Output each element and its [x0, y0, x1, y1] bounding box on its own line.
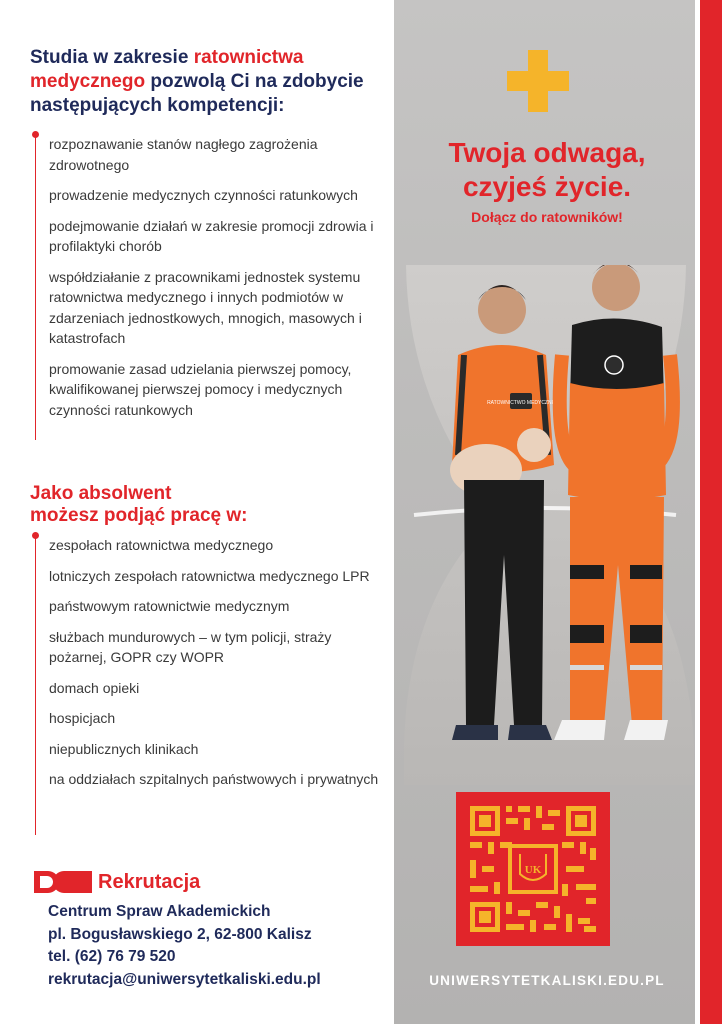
- heading-part-2-highlight: ratownictwa medycznego: [30, 47, 304, 92]
- slogan: [394, 136, 700, 204]
- list-item: rozpoznawanie stanów nagłego zagrożenia zdrowotnego: [49, 136, 318, 173]
- jobs-list: [35, 535, 381, 835]
- list-item: lotniczych zespołach ratownictwa medycznego LPR: [49, 567, 370, 584]
- list-item: na oddziałach szpitalnych państwowych i prywatnych: [49, 771, 379, 787]
- office-name: Centrum Spraw Akademickich: [48, 903, 271, 920]
- competencies-heading: [30, 46, 380, 118]
- poster-panel: [394, 0, 700, 1024]
- list-item: domach opieki: [49, 679, 140, 696]
- slogan-line-1: Twoja odwaga,: [448, 137, 646, 168]
- list-item: promowanie zasad udzielania pierwszej pomocy, kwalifikowanej pierwszej pomocy i medycznych czynności ratunkowych: [49, 360, 352, 418]
- heading-part-1: Studia w zakresie: [30, 47, 194, 68]
- career-heading-line-2: możesz podjąć pracę w:: [30, 505, 248, 526]
- email-link[interactable]: rekrutacja@uniwersytetkaliski.edu.pl: [48, 970, 321, 988]
- qr-center-text: UK: [524, 864, 542, 876]
- list-item: służbach mundurowych – w tym policji, straży pożarnej, GOPR czy WOPR: [49, 628, 332, 665]
- list-item: współdziałanie z pracownikami jednostek systemu ratownictwa medycznego i innych podmiotów w zdarzeniach jednostkowych, mnogich, masowych i katastrofach: [49, 268, 362, 346]
- website-link[interactable]: UNIWERSYTETKALISKI.EDU.PL: [429, 973, 665, 988]
- university-logo-icon: [34, 871, 92, 893]
- office-address: pl. Bogusławskiego 2, 62-800 Kalisz: [48, 925, 312, 943]
- competencies-list: [35, 134, 381, 440]
- career-heading: [30, 483, 330, 527]
- recruitment-title: Rekrutacja: [98, 871, 201, 893]
- list-item: hospicjach: [49, 710, 116, 726]
- list-item: państwowym ratownictwie medycznym: [49, 598, 290, 614]
- badge-text: RATOWNICTWO MEDYCZNE: [487, 400, 555, 406]
- qr-code-icon[interactable]: [466, 802, 600, 936]
- paramedics-photo: [394, 265, 700, 785]
- qr-code-frame[interactable]: [456, 792, 610, 946]
- list-item: podejmowanie działań w zakresie promocji zdrowia i profilaktyki chorób: [49, 217, 374, 254]
- join-cta: Dołącz do ratowników!: [471, 209, 623, 225]
- list-item: zespołach ratownictwa medycznego: [49, 537, 274, 553]
- list-item: niepublicznych klinikach: [49, 740, 199, 757]
- medical-cross-icon: [507, 50, 569, 112]
- list-item: prowadzenie medycznych czynności ratunkowych: [49, 187, 358, 203]
- career-heading-line-1: Jako absolwent: [30, 483, 172, 504]
- slogan-line-2: czyjeś życie.: [462, 171, 632, 202]
- recruitment-contact: [48, 901, 388, 991]
- red-side-stripe: [700, 0, 722, 1024]
- phone-number[interactable]: tel. (62) 76 79 520: [48, 948, 176, 965]
- heading-part-3: pozwolą Ci na zdobycie następujących kompetencji:: [30, 71, 364, 116]
